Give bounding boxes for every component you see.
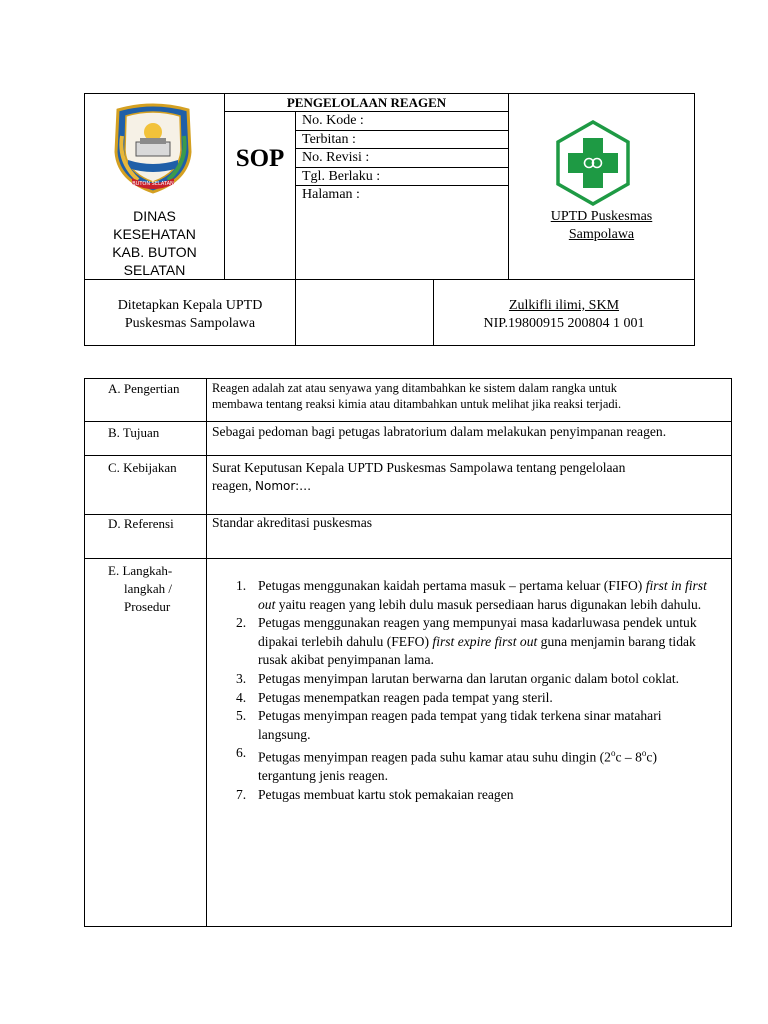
org-line: KAB. BUTON [112,244,197,260]
nomor-placeholder: Nomor:… [255,479,312,493]
org-line: KESEHATAN [113,226,196,242]
org-line: SELATAN [123,262,186,278]
label-line: E. Langkah- [108,563,173,578]
text-line: membawa tentang reaksi kimia atau ditambahkan untuk melihat jika reaksi terjadi. [212,397,622,411]
text-part: reagen, [212,478,256,493]
section-text-tujuan: Sebagai pedoman bagi petugas labratorium dalam melakukan penyimpanan reagen. [212,424,667,439]
section-text-pengertian [212,380,621,412]
approval-text [85,297,295,333]
puskesmas-line: Sampolawa [568,227,635,242]
section-label-referensi: D. Referensi [108,516,174,531]
section-text-kebijakan [212,459,625,495]
label-line: langkah / [124,581,173,596]
field-halaman: Halaman : [302,187,360,202]
signer-nip: NIP.19800915 200804 1 001 [483,316,645,331]
procedure-step: 1. Petugas menggunakan kaidah pertama masuk – pertama keluar (FIFO) first in first out yaitu reagen yang lebih dulu masuk persediaan harus digunakan lebih dahulu. [236,578,707,612]
text-line: Reagen adalah zat atau senyawa yang ditambahkan ke sistem dalam rangka untuk [212,381,617,395]
signer-name: Zulkifli ilimi, SKM [508,298,620,313]
sop-title: PENGELOLAAN REAGEN [286,95,447,110]
procedure-step: 5. Petugas menyimpan reagen pada tempat yang tidak terkena sinar matahari langsung. [236,708,662,742]
sop-label: SOP [235,145,285,172]
section-label-pengertian: A. Pengertian [108,381,180,396]
section-label-kebijakan: C. Kebijakan [108,460,177,475]
field-no-revisi: No. Revisi : [302,150,370,165]
section-label-prosedur [108,562,172,616]
section-text-referensi: Standar akreditasi puskesmas [212,515,373,530]
text-line [212,477,625,495]
field-terbitan: Terbitan : [302,132,356,147]
label-line: Prosedur [124,599,171,614]
procedure-list [228,577,716,805]
field-no-kode: No. Kode : [302,113,364,128]
section-label-tujuan: B. Tujuan [108,425,160,440]
approval-line: Ditetapkan Kepala UPTD [117,298,263,313]
text-line: Surat Keputusan Kepala UPTD Puskesmas Sampolawa tentang pengelolaan [212,460,626,475]
procedure-step: 6. Petugas menyimpan reagen pada suhu kamar atau suhu dingin (2$^o$c – 8$^o$c) tergantung jenis reagen. [236,745,657,784]
procedure-step: 4. Petugas menempatkan reagen pada tempat yang steril. [236,689,553,705]
signer-block [434,297,694,333]
puskesmas-cross-icon [556,120,630,206]
approval-line: Puskesmas Sampolawa [124,316,256,331]
org-line: DINAS [133,208,176,224]
puskesmas-line: UPTD Puskesmas [550,209,653,224]
puskesmas-name [509,208,694,244]
procedure-step: 7. Petugas membuat kartu stok pemakaian reagen [236,787,514,803]
buton-selatan-logo [108,102,198,194]
field-tgl-berlaku: Tgl. Berlaku : [302,169,381,184]
organization-name [85,207,224,279]
puskesmas-logo [556,120,630,206]
coat-of-arms-icon [108,102,198,194]
logo-text: BUTON SELATAN [132,181,174,187]
procedure-step: 2. Petugas menggunakan reagen yang mempunyai masa kadarluwasa pendek untuk dipakai terlebih dahulu (FEFO) first expire first out guna menjamin barang tidak rusak akibat penyimpanan lama. [236,615,697,668]
procedure-step: 3. Petugas menyimpan larutan berwarna dan larutan organic dalam botol coklat. [236,670,680,686]
